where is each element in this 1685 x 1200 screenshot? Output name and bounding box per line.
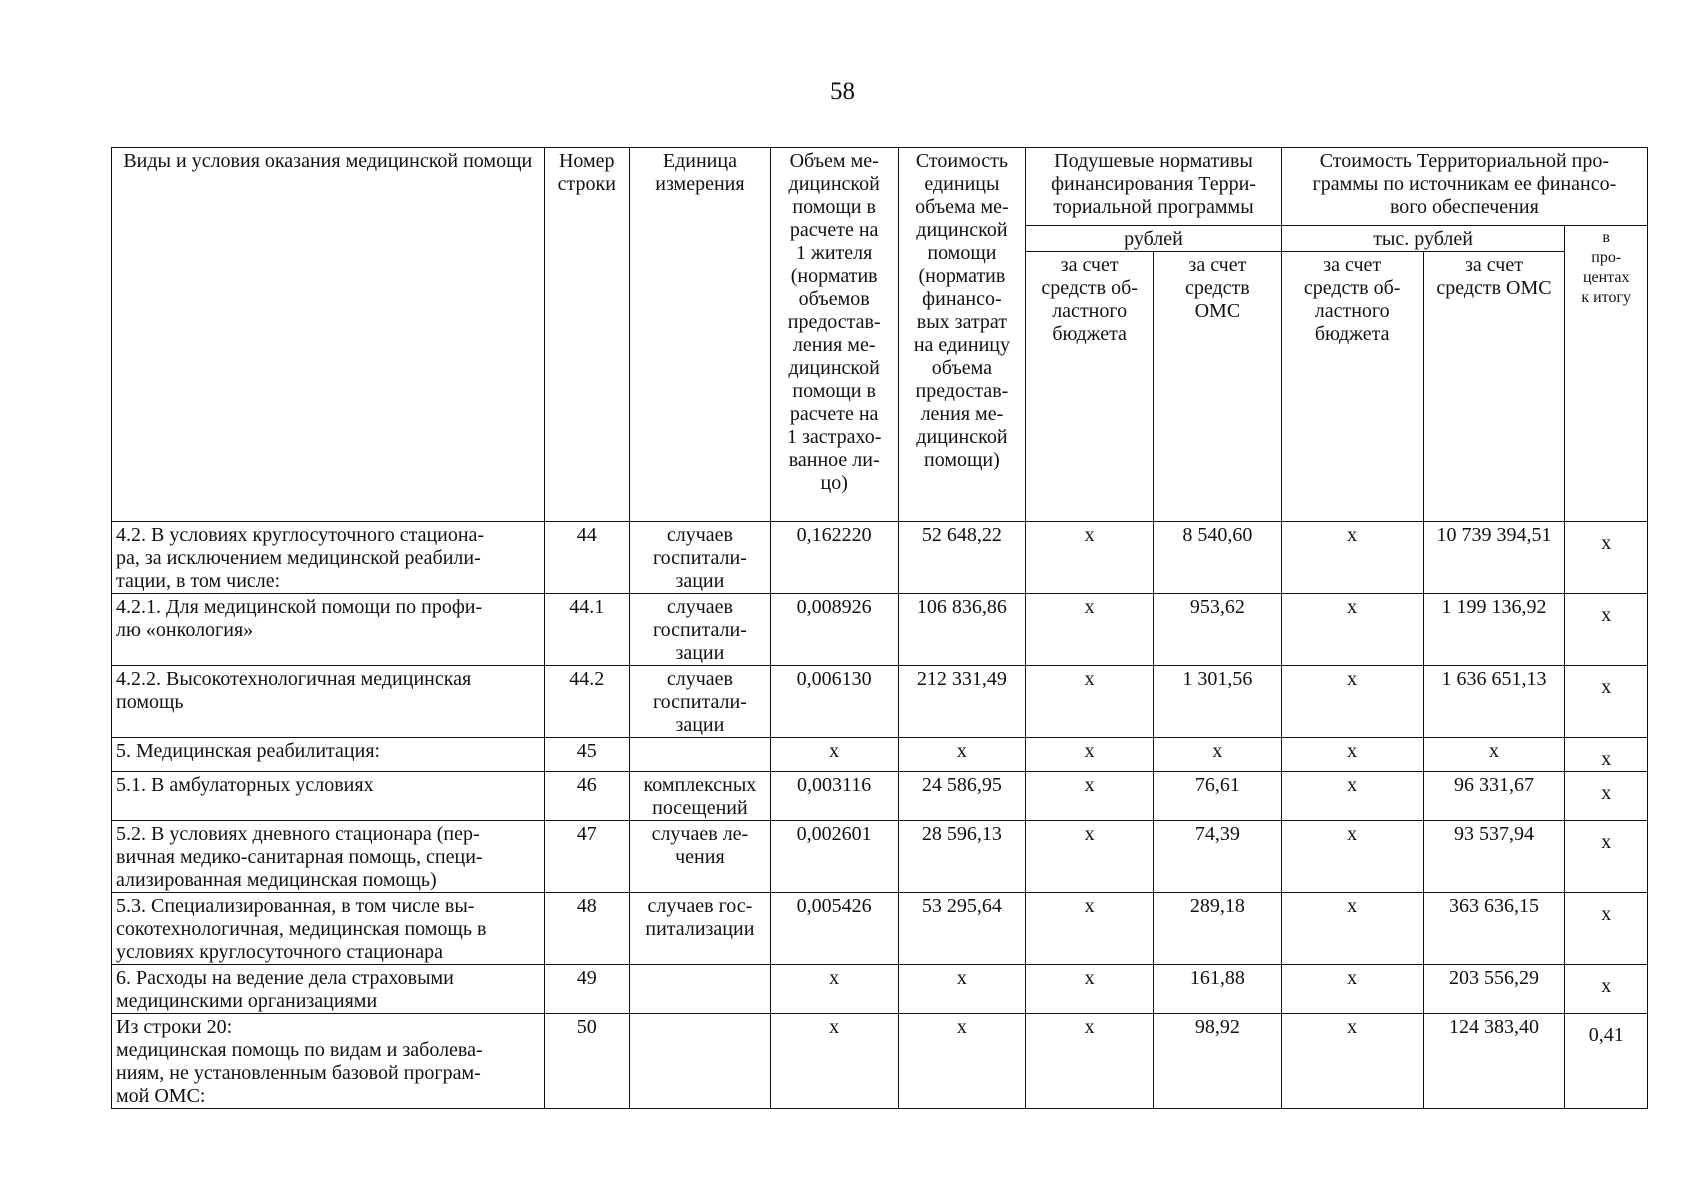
row-unit-cost: 52 648,22 xyxy=(898,522,1026,594)
row-volume: 0,008926 xyxy=(770,594,898,666)
row-name: 5.3. Специализированная, в том числе вы- сокотехнологичная, медицинская помощь в условиях круглосуточного стационара xyxy=(112,893,545,965)
row-number: 48 xyxy=(544,893,629,965)
header-unit-cost: Стоимость единицы объема ме- дицинской помощи (норматив финансо- вых затрат на единицу объема предостав- ления ме- дицинской помощи) xyxy=(898,148,1026,522)
row-volume: 0,006130 xyxy=(770,666,898,738)
row-number: 45 xyxy=(544,738,629,772)
row-number: 47 xyxy=(544,821,629,893)
row-per-capita-budget: x xyxy=(1026,522,1154,594)
header-unit-rubles: рублей xyxy=(1026,226,1281,252)
row-per-capita-oms: 289,18 xyxy=(1154,893,1282,965)
row-per-capita-oms: 76,61 xyxy=(1154,772,1282,821)
row-number: 44.1 xyxy=(544,594,629,666)
page-number: 58 xyxy=(830,78,855,105)
row-volume: 0,002601 xyxy=(770,821,898,893)
row-cost-oms: 203 556,29 xyxy=(1423,965,1565,1014)
row-cost-oms: 10 739 394,51 xyxy=(1423,522,1565,594)
row-name: Из строки 20: медицинская помощь по видам и заболева- ниям, не установленным базовой програм- мой ОМС: xyxy=(112,1014,545,1109)
row-cost-oms: 124 383,40 xyxy=(1423,1014,1565,1109)
header-per-capita-norms: Подушевые нормативы финансирования Терри- ториальной программы xyxy=(1026,148,1281,226)
row-name: 5.1. В амбулаторных условиях xyxy=(112,772,545,821)
row-name: 4.2.2. Высокотехнологичная медицинская помощь xyxy=(112,666,545,738)
row-per-capita-oms: 953,62 xyxy=(1154,594,1282,666)
row-unit xyxy=(630,738,771,772)
table-row xyxy=(112,738,1648,772)
row-unit-cost: 28 596,13 xyxy=(898,821,1026,893)
row-cost-budget: x xyxy=(1281,594,1423,666)
row-cost-budget: x xyxy=(1281,772,1423,821)
row-name: 4.2. В условиях круглосуточного стациона- ра, за исключением медицинской реабили- тации, в том числе: xyxy=(112,522,545,594)
header-program-cost: Стоимость Территориальной про- граммы по источникам ее финансо- вого обеспечения xyxy=(1281,148,1647,226)
row-unit: случаев госпитали- зации xyxy=(630,666,771,738)
row-cost-budget: x xyxy=(1281,738,1423,772)
table-row xyxy=(112,821,1648,893)
row-number: 44 xyxy=(544,522,629,594)
row-name: 5.2. В условиях дневного стационара (пер- вичная медико-санитарная помощь, специ- ализированная медицинская помощь) xyxy=(112,821,545,893)
row-unit: случаев гос- питализации xyxy=(630,893,771,965)
row-percent: x xyxy=(1565,666,1648,738)
row-unit xyxy=(630,965,771,1014)
row-per-capita-budget: x xyxy=(1026,893,1154,965)
row-percent: x xyxy=(1565,594,1648,666)
row-cost-budget: x xyxy=(1281,1014,1423,1109)
header-row-number: Номер строки xyxy=(544,148,629,522)
table-row xyxy=(112,965,1648,1014)
header-row-1 xyxy=(112,148,1648,226)
row-volume: 0,005426 xyxy=(770,893,898,965)
row-unit-cost: 53 295,64 xyxy=(898,893,1026,965)
table-row xyxy=(112,1014,1648,1109)
row-cost-oms: 1 636 651,13 xyxy=(1423,666,1565,738)
row-cost-budget: x xyxy=(1281,965,1423,1014)
row-percent: x xyxy=(1565,965,1648,1014)
row-cost-budget: x xyxy=(1281,666,1423,738)
row-number: 50 xyxy=(544,1014,629,1109)
row-name: 6. Расходы на ведение дела страховыми медицинскими организациями xyxy=(112,965,545,1014)
header-unit-thousand-rubles: тыс. рублей xyxy=(1281,226,1565,252)
row-unit-cost: 212 331,49 xyxy=(898,666,1026,738)
table-row xyxy=(112,666,1648,738)
row-per-capita-budget: x xyxy=(1026,965,1154,1014)
row-per-capita-oms: 98,92 xyxy=(1154,1014,1282,1109)
row-volume: x xyxy=(770,965,898,1014)
row-per-capita-budget: x xyxy=(1026,1014,1154,1109)
header-types-of-care: Виды и условия оказания медицинской помощи xyxy=(112,148,545,522)
row-number: 49 xyxy=(544,965,629,1014)
header-unit: Единица измерения xyxy=(630,148,771,522)
row-volume: x xyxy=(770,1014,898,1109)
header-regional-budget-norm: за счет средств об- ластного бюджета xyxy=(1026,252,1154,522)
row-per-capita-oms: 8 540,60 xyxy=(1154,522,1282,594)
row-unit-cost: 106 836,86 xyxy=(898,594,1026,666)
row-unit-cost: x xyxy=(898,965,1026,1014)
table-row xyxy=(112,772,1648,821)
header-percent-of-total: в про- центах к итогу xyxy=(1565,226,1648,522)
row-percent: x xyxy=(1565,821,1648,893)
row-per-capita-budget: x xyxy=(1026,738,1154,772)
header-volume: Объем ме- дицинской помощи в расчете на 1 жителя (норматив объемов предостав- ления ме- дицинской помощи в расчете на 1 застрахо- ванное ли- цо) xyxy=(770,148,898,522)
row-cost-oms: x xyxy=(1423,738,1565,772)
row-unit-cost: x xyxy=(898,1014,1026,1109)
row-cost-budget: x xyxy=(1281,522,1423,594)
row-volume: x xyxy=(770,738,898,772)
row-per-capita-oms: x xyxy=(1154,738,1282,772)
row-per-capita-oms: 161,88 xyxy=(1154,965,1282,1014)
row-cost-oms: 363 636,15 xyxy=(1423,893,1565,965)
row-unit: комплексных посещений xyxy=(630,772,771,821)
row-per-capita-oms: 1 301,56 xyxy=(1154,666,1282,738)
row-number: 44.2 xyxy=(544,666,629,738)
table-row xyxy=(112,594,1648,666)
row-volume: 0,162220 xyxy=(770,522,898,594)
row-name: 5. Медицинская реабилитация: xyxy=(112,738,545,772)
row-cost-oms: 93 537,94 xyxy=(1423,821,1565,893)
row-cost-oms: 1 199 136,92 xyxy=(1423,594,1565,666)
financing-table xyxy=(111,147,1648,1109)
row-per-capita-budget: x xyxy=(1026,821,1154,893)
row-percent: x xyxy=(1565,772,1648,821)
row-per-capita-oms: 74,39 xyxy=(1154,821,1282,893)
header-oms-norm: за счет средств ОМС xyxy=(1154,252,1282,522)
row-per-capita-budget: x xyxy=(1026,666,1154,738)
header-regional-budget-cost: за счет средств об- ластного бюджета xyxy=(1281,252,1423,522)
header-oms-cost: за счет средств ОМС xyxy=(1423,252,1565,522)
row-name: 4.2.1. Для медицинской помощи по профи- лю «онкология» xyxy=(112,594,545,666)
row-percent: x xyxy=(1565,738,1648,772)
row-unit: случаев ле- чения xyxy=(630,821,771,893)
row-percent: x xyxy=(1565,893,1648,965)
row-per-capita-budget: x xyxy=(1026,772,1154,821)
row-volume: 0,003116 xyxy=(770,772,898,821)
row-cost-budget: x xyxy=(1281,821,1423,893)
row-cost-budget: x xyxy=(1281,893,1423,965)
table-row xyxy=(112,893,1648,965)
table-row xyxy=(112,522,1648,594)
row-unit: случаев госпитали- зации xyxy=(630,522,771,594)
row-unit xyxy=(630,1014,771,1109)
row-unit-cost: 24 586,95 xyxy=(898,772,1026,821)
row-per-capita-budget: x xyxy=(1026,594,1154,666)
row-unit: случаев госпитали- зации xyxy=(630,594,771,666)
row-percent: 0,41 xyxy=(1565,1014,1648,1109)
row-percent: x xyxy=(1565,522,1648,594)
row-unit-cost: x xyxy=(898,738,1026,772)
row-cost-oms: 96 331,67 xyxy=(1423,772,1565,821)
row-number: 46 xyxy=(544,772,629,821)
